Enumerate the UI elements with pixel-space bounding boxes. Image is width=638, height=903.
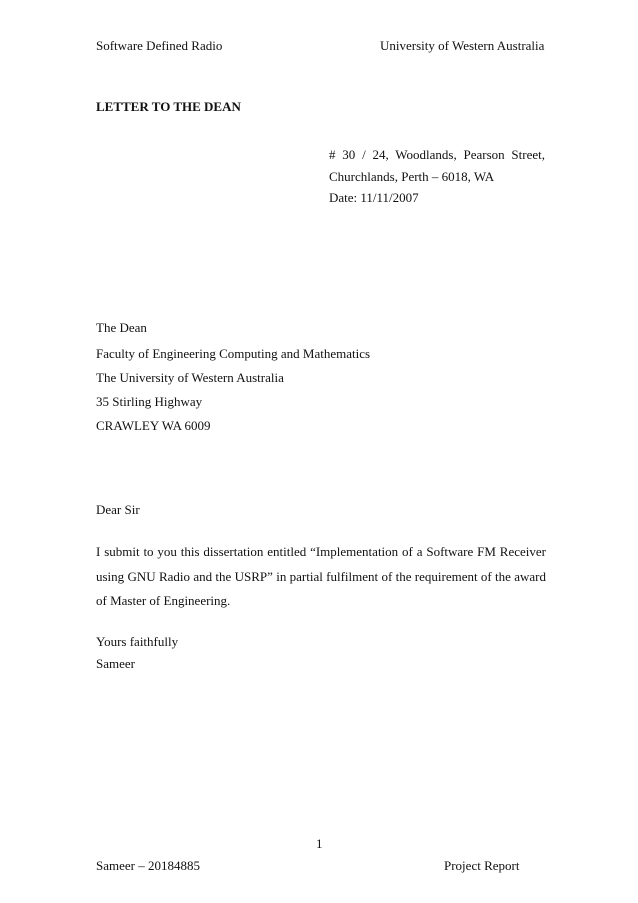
recipient-line: The University of Western Australia (96, 370, 284, 385)
recipient-line: 35 Stirling Highway (96, 394, 203, 409)
recipient-line: CRAWLEY WA 6009 (96, 418, 211, 433)
salutation: Dear Sir (96, 502, 140, 517)
closing: Yours faithfully (96, 634, 179, 649)
recipient-line: Faculty of Engineering Computing and Mathematics (96, 346, 371, 361)
sender-address-line-1: # 30 / 24, Woodlands, Pearson Street, (329, 147, 545, 162)
footer-right-label: Project Report (444, 858, 520, 873)
recipient-line: The Dean (96, 320, 147, 335)
page-number: 1 (316, 836, 323, 851)
footer-left-author: Sameer – 20184885 (96, 858, 200, 873)
signature-name: Sameer (96, 656, 135, 671)
letter-date: Date: 11/11/2007 (329, 190, 419, 205)
body-paragraph: I submit to you this dissertation entitled “Implementation of a Software FM Receiver using GNU Radio and the USRP” in partial fulfilment of the requirement of the award of Master of Engineering. (96, 544, 546, 608)
sender-address-line-2: Churchlands, Perth – 6018, WA (329, 169, 495, 184)
letter-title: LETTER TO THE DEAN (96, 99, 241, 114)
header-left-title: Software Defined Radio (96, 38, 223, 53)
header-right-institution: University of Western Australia (380, 38, 545, 53)
